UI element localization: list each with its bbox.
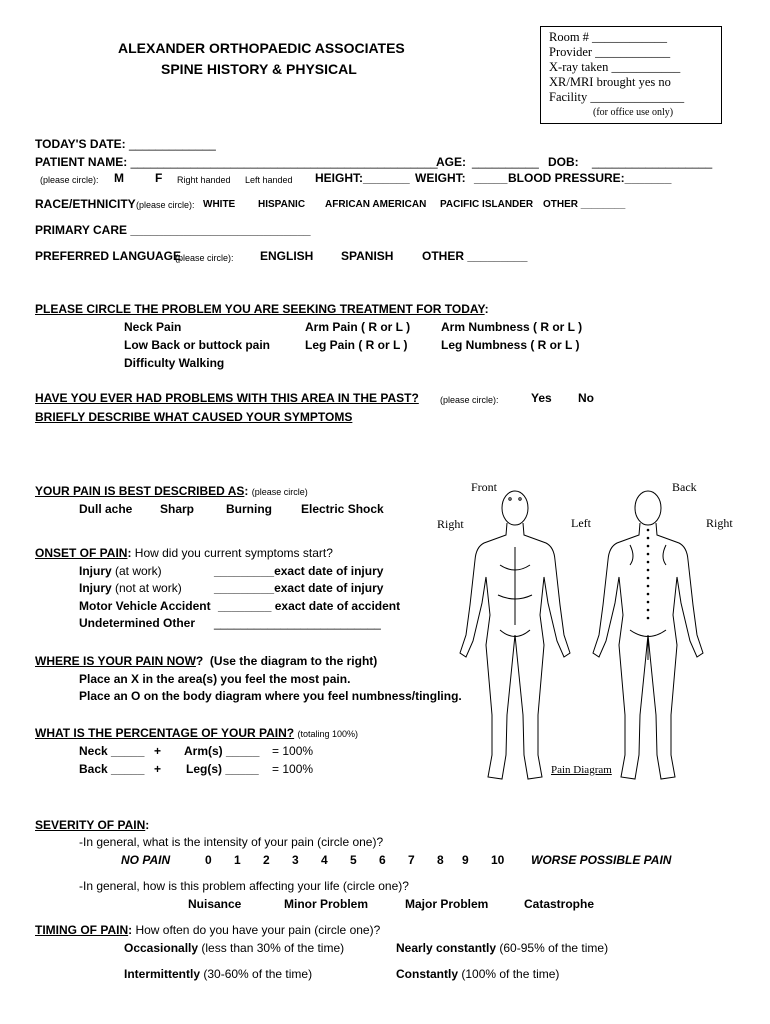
onset-injury-not-at-work[interactable]: Injury (not at work) bbox=[79, 581, 182, 595]
problem-low-back[interactable]: Low Back or buttock pain bbox=[124, 338, 271, 352]
language-please-circle: (please circle): bbox=[175, 253, 234, 263]
severity-4[interactable]: 4 bbox=[321, 853, 328, 867]
problem-leg-numbness[interactable]: Leg Numbness ( R or L ) bbox=[441, 338, 580, 352]
past-please-circle: (please circle): bbox=[440, 395, 499, 405]
where-heading: WHERE IS YOUR PAIN NOW? (Use the diagram to the right) bbox=[35, 654, 378, 668]
past-yes[interactable]: Yes bbox=[531, 391, 552, 405]
office-note: (for office use only) bbox=[593, 107, 674, 118]
sex-please-circle: (please circle): bbox=[40, 175, 99, 185]
timing-nearly-constantly[interactable]: Nearly constantly (60-95% of the time) bbox=[396, 941, 609, 955]
onset-mva[interactable]: Motor Vehicle Accident bbox=[79, 599, 211, 613]
language-label: PREFERRED LANGUAGE bbox=[35, 249, 182, 263]
pain-desc-sharp[interactable]: Sharp bbox=[160, 502, 195, 516]
diagram-back-label: Back bbox=[672, 480, 697, 494]
percent-back-field[interactable]: Back _____ bbox=[79, 762, 145, 776]
date-label: TODAY'S DATE: bbox=[35, 137, 129, 151]
severity-heading: SEVERITY OF PAIN: bbox=[35, 818, 150, 832]
xray-field[interactable]: X-ray taken ___________ bbox=[549, 60, 681, 74]
severity-question-2: -In general, how is this problem affecting your life (circle one)? bbox=[79, 879, 409, 893]
percent-total-2: = 100% bbox=[272, 762, 314, 776]
pain-diagram[interactable] bbox=[440, 485, 740, 790]
problem-arm-pain[interactable]: Arm Pain ( R or L ) bbox=[305, 320, 411, 334]
severity-7[interactable]: 7 bbox=[408, 853, 415, 867]
severity-0[interactable]: 0 bbox=[205, 853, 212, 867]
primary-care-field[interactable]: PRIMARY CARE ___________________________ bbox=[35, 223, 311, 237]
name-label: PATIENT NAME: bbox=[35, 155, 131, 169]
height-field[interactable]: HEIGHT:_______ bbox=[315, 171, 410, 185]
race-label: RACE/ETHNICITY bbox=[35, 197, 136, 211]
language-option-english[interactable]: ENGLISH bbox=[260, 249, 314, 263]
percent-legs-field[interactable]: Leg(s) _____ bbox=[186, 762, 259, 776]
percent-heading: WHAT IS THE PERCENTAGE OF YOUR PAIN? (totaling 100%) bbox=[35, 726, 359, 740]
severity-no-pain[interactable]: NO PAIN bbox=[121, 853, 171, 867]
language-option-other[interactable]: OTHER _________ bbox=[422, 249, 528, 263]
office-use-box bbox=[540, 26, 722, 124]
severity-worst[interactable]: WORSE POSSIBLE PAIN bbox=[531, 853, 672, 867]
race-option-hispanic[interactable]: HISPANIC bbox=[258, 199, 306, 210]
spine-dots bbox=[647, 529, 650, 620]
onset-heading: ONSET OF PAIN: How did you current symptoms start? bbox=[35, 546, 333, 560]
diagram-front-label: Front bbox=[471, 480, 498, 494]
right-handed-option[interactable]: Right handed bbox=[177, 175, 231, 185]
provider-field[interactable]: Provider ____________ bbox=[549, 45, 671, 59]
effect-minor-problem[interactable]: Minor Problem bbox=[284, 897, 369, 911]
diagram-left-label: Left bbox=[571, 516, 591, 530]
past-heading: HAVE YOU EVER HAD PROBLEMS WITH THIS AREA IN THE PAST? bbox=[35, 391, 419, 405]
onset-injury-not-at-work-date[interactable]: _________exact date of injury bbox=[214, 581, 384, 595]
weight-field[interactable]: _____ bbox=[474, 171, 508, 185]
timing-occasionally[interactable]: Occasionally (less than 30% of the time) bbox=[124, 941, 345, 955]
race-please-circle: (please circle): bbox=[136, 200, 195, 210]
org-name: ALEXANDER ORTHOPAEDIC ASSOCIATES bbox=[118, 40, 405, 56]
percent-neck-field[interactable]: Neck _____ bbox=[79, 744, 145, 758]
problem-neck-pain[interactable]: Neck Pain bbox=[124, 320, 182, 334]
race-option-african-american[interactable]: AFRICAN AMERICAN bbox=[325, 199, 427, 210]
name-field[interactable]: ______________________________________________ bbox=[130, 155, 438, 169]
effect-major-problem[interactable]: Major Problem bbox=[405, 897, 489, 911]
problem-difficulty-walking[interactable]: Difficulty Walking bbox=[124, 356, 225, 370]
percent-plus-2: + bbox=[154, 762, 162, 776]
effect-catastrophe[interactable]: Catastrophe bbox=[524, 897, 595, 911]
diagram-caption: Pain Diagram bbox=[551, 764, 612, 776]
onset-injury-at-work-date[interactable]: _________exact date of injury bbox=[214, 564, 384, 578]
severity-6[interactable]: 6 bbox=[379, 853, 386, 867]
severity-question-1: -In general, what is the intensity of your pain (circle one)? bbox=[79, 835, 384, 849]
diagram-right-label-back: Right bbox=[706, 516, 733, 530]
xrmri-field[interactable]: XR/MRI brought yes no bbox=[549, 75, 671, 89]
severity-3[interactable]: 3 bbox=[292, 853, 299, 867]
severity-9[interactable]: 9 bbox=[462, 853, 469, 867]
percent-plus-1: + bbox=[154, 744, 162, 758]
past-no[interactable]: No bbox=[578, 391, 594, 405]
date-field[interactable]: _____________ bbox=[128, 137, 216, 151]
sex-option-m[interactable]: M bbox=[114, 171, 124, 185]
pain-desc-heading: YOUR PAIN IS BEST DESCRIBED AS: (please circle) bbox=[35, 484, 308, 498]
pain-desc-dull-ache[interactable]: Dull ache bbox=[79, 502, 133, 516]
severity-10[interactable]: 10 bbox=[491, 853, 505, 867]
where-line-1: Place an X in the area(s) you feel the most pain. bbox=[79, 672, 351, 686]
race-option-white[interactable]: WHITE bbox=[203, 199, 236, 210]
where-line-2: Place an O on the body diagram where you feel numbness/tingling. bbox=[79, 689, 462, 703]
date-row bbox=[35, 137, 216, 151]
problem-heading: PLEASE CIRCLE THE PROBLEM YOU ARE SEEKING TREATMENT FOR TODAY: bbox=[35, 302, 489, 316]
weight-label: WEIGHT: bbox=[415, 171, 466, 185]
pain-desc-electric-shock[interactable]: Electric Shock bbox=[301, 502, 384, 516]
percent-arms-field[interactable]: Arm(s) _____ bbox=[184, 744, 260, 758]
timing-intermittently[interactable]: Intermittently (30-60% of the time) bbox=[124, 967, 313, 981]
describe-heading: BRIEFLY DESCRIBE WHAT CAUSED YOUR SYMPTOMS bbox=[35, 410, 353, 424]
race-option-pacific-islander[interactable]: PACIFIC ISLANDER bbox=[440, 199, 534, 210]
left-handed-option[interactable]: Left handed bbox=[245, 175, 293, 185]
dob-label: DOB: bbox=[548, 155, 579, 169]
name-row bbox=[35, 155, 438, 169]
severity-5[interactable]: 5 bbox=[350, 853, 357, 867]
diagram-right-label-front: Right bbox=[437, 517, 464, 531]
dob-field[interactable]: __________________ bbox=[592, 155, 713, 169]
timing-constantly[interactable]: Constantly (100% of the time) bbox=[396, 967, 560, 981]
timing-heading: TIMING OF PAIN: How often do you have your pain (circle one)? bbox=[35, 923, 381, 937]
age-field[interactable]: __________ bbox=[472, 155, 539, 169]
effect-nuisance[interactable]: Nuisance bbox=[188, 897, 242, 911]
age-label: AGE: bbox=[436, 155, 466, 169]
form-title: SPINE HISTORY & PHYSICAL bbox=[161, 61, 357, 77]
severity-1[interactable]: 1 bbox=[234, 853, 241, 867]
problem-arm-numbness[interactable]: Arm Numbness ( R or L ) bbox=[441, 320, 583, 334]
onset-undetermined[interactable]: Undetermined Other bbox=[79, 616, 196, 630]
onset-undetermined-line[interactable]: _________________________ bbox=[214, 616, 381, 630]
onset-mva-date[interactable]: ________ exact date of accident bbox=[218, 599, 401, 613]
percent-total-1: = 100% bbox=[272, 744, 314, 758]
severity-8[interactable]: 8 bbox=[437, 853, 444, 867]
language-option-spanish[interactable]: SPANISH bbox=[341, 249, 394, 263]
front-body-figure bbox=[460, 491, 570, 779]
severity-2[interactable]: 2 bbox=[263, 853, 270, 867]
race-option-other[interactable]: OTHER ________ bbox=[543, 199, 626, 210]
problem-leg-pain[interactable]: Leg Pain ( R or L ) bbox=[305, 338, 408, 352]
pain-desc-burning[interactable]: Burning bbox=[226, 502, 272, 516]
bp-field[interactable]: BLOOD PRESSURE:_______ bbox=[508, 171, 672, 185]
sex-option-f[interactable]: F bbox=[155, 171, 163, 185]
room-field[interactable]: Room # ____________ bbox=[549, 30, 668, 44]
onset-injury-at-work[interactable]: Injury (at work) bbox=[79, 564, 162, 578]
back-body-figure bbox=[593, 491, 703, 779]
facility-field[interactable]: Facility _______________ bbox=[549, 90, 685, 104]
